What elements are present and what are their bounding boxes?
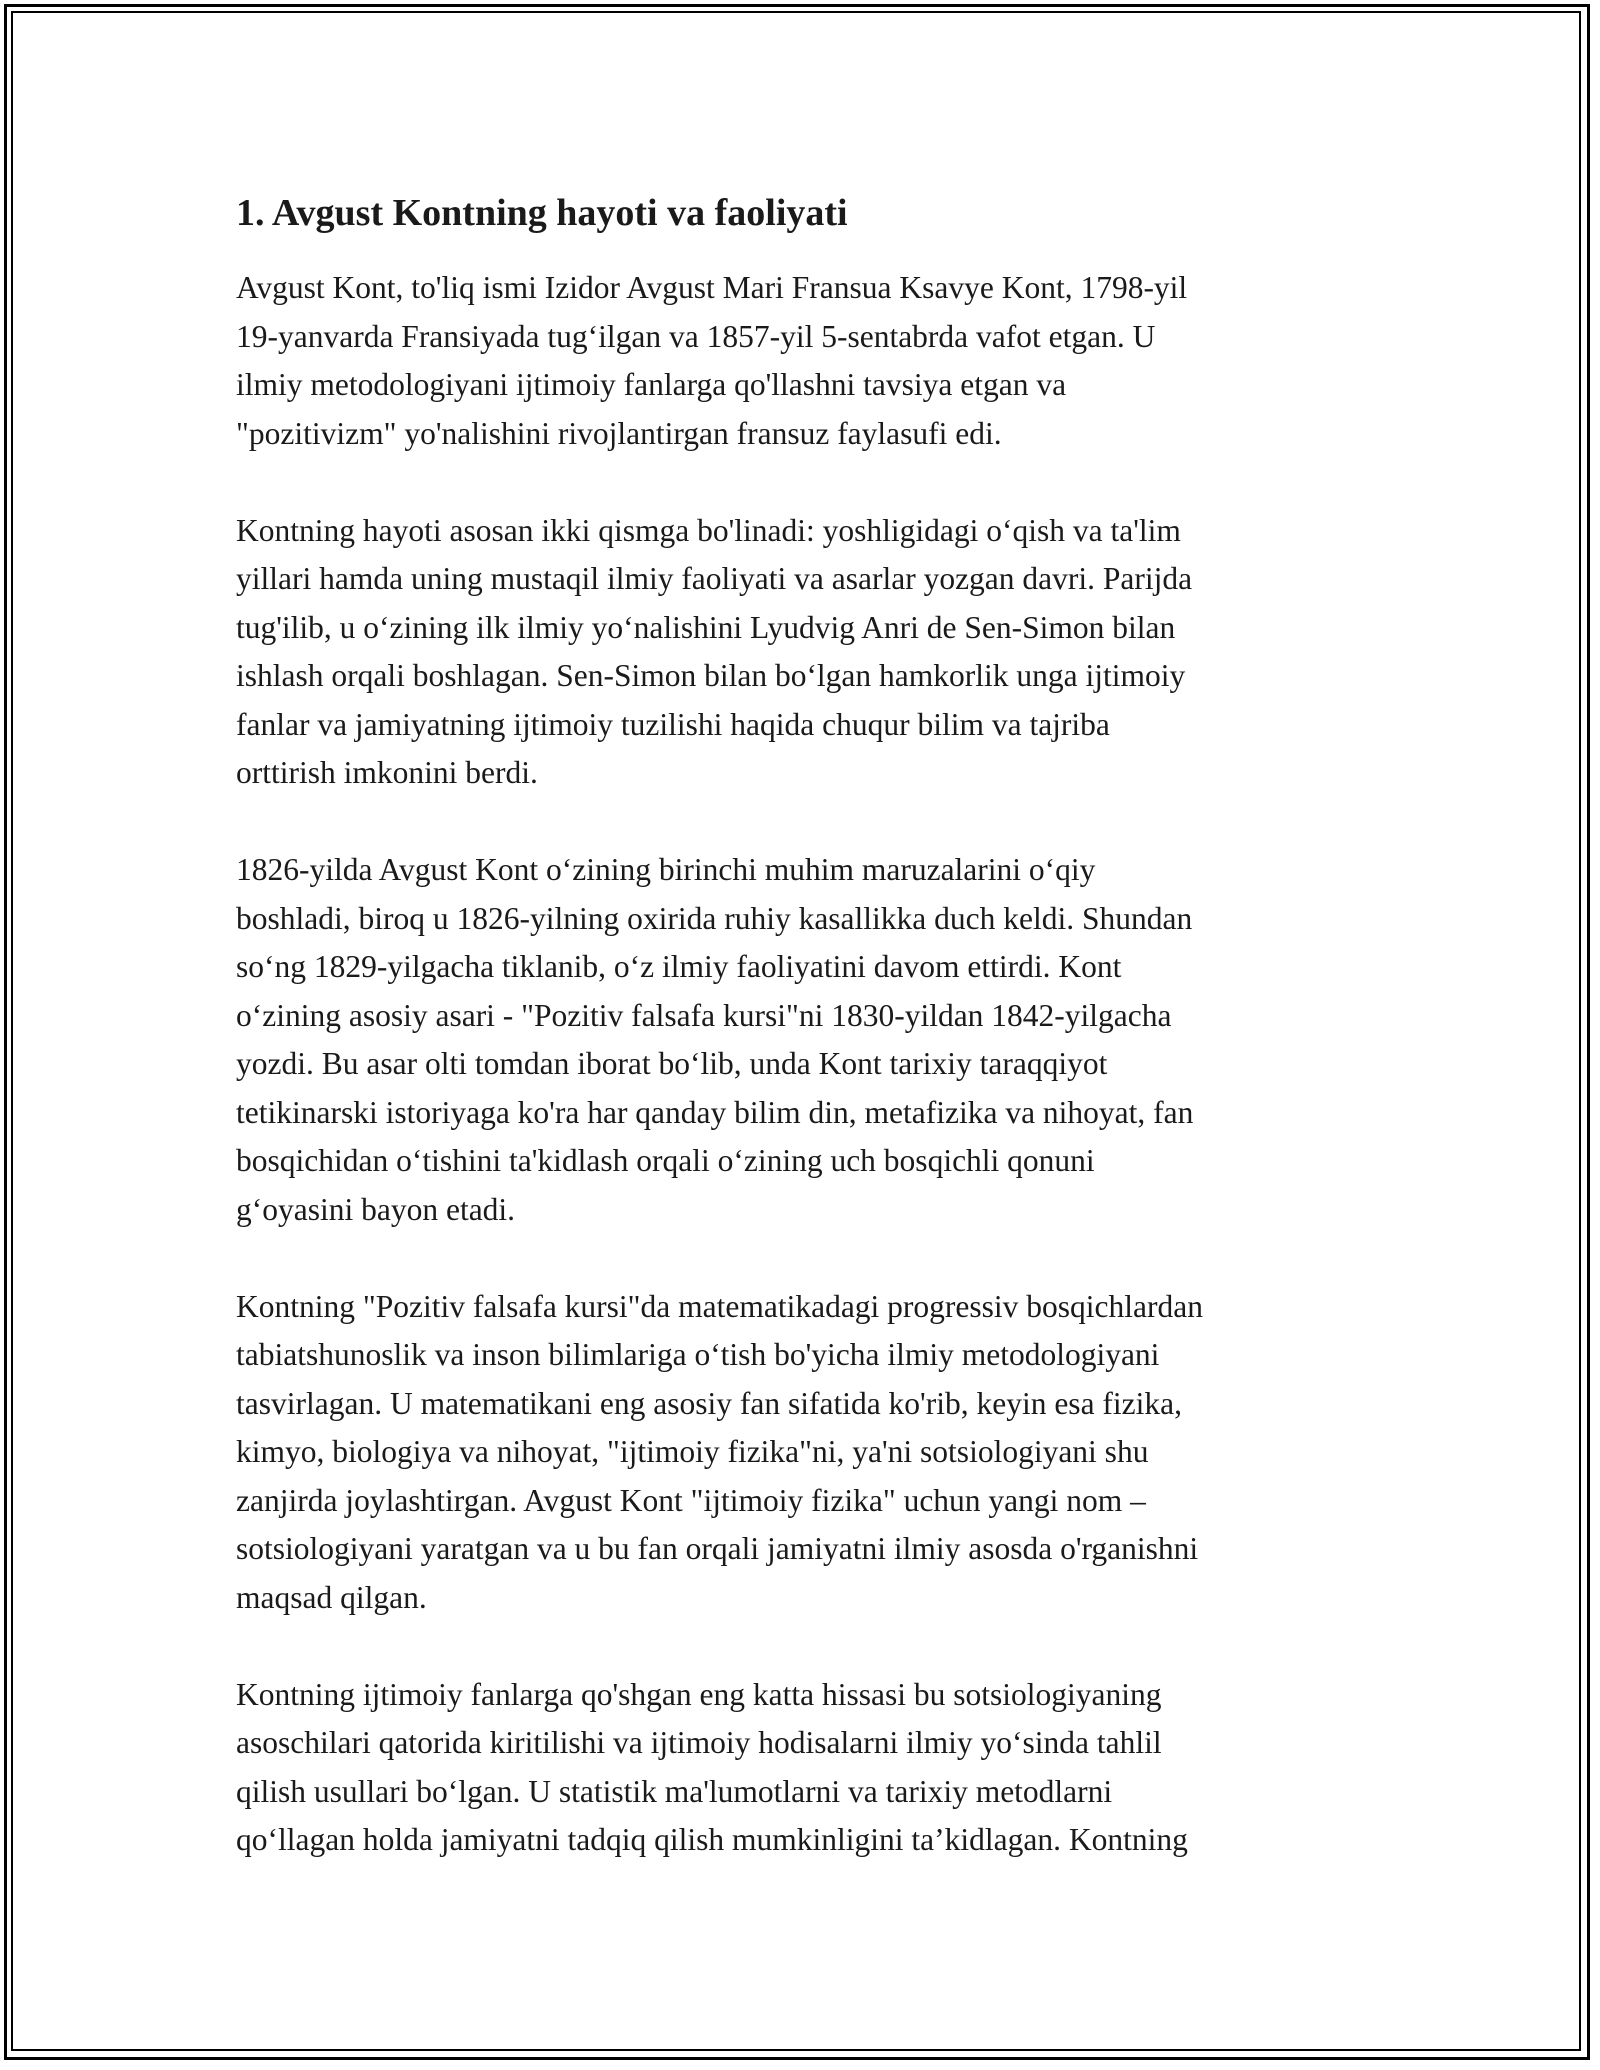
text-line: tug'ilib, u o‘zining ilk ilmiy yo‘nalishini Lyudvig Anri de Sen-Simon bilan: [236, 609, 1176, 645]
paragraph-5: [236, 1671, 1386, 1865]
text-line: bosqichidan o‘tishini ta'kidlash orqali o‘zining uch bosqichli qonuni: [236, 1143, 1095, 1178]
text-line: asoschilari qatorida kiritilishi va ijtimoiy hodisalarni ilmiy yo‘sinda tahlil: [236, 1725, 1162, 1760]
text-line: Kontning ijtimoiy fanlarga qo'shgan eng katta hissasi bu sotsiologiyaning: [236, 1676, 1162, 1712]
text-line: yillari hamda uning mustaqil ilmiy faoliyati va asarlar yozgan davri. Parijda: [236, 561, 1193, 596]
text-line: Kontning "Pozitiv falsafa kursi"da matematikadagi progressiv bosqichlardan: [236, 1288, 1203, 1324]
text-line: "pozitivizm" yo'nalishini rivojlantirgan fransuz faylasufi edi.: [236, 415, 1002, 451]
document-body: [236, 186, 1386, 1913]
text-line: tabiatshunoslik va inson bilimlariga o‘tish bo'yicha ilmiy metodologiyani: [236, 1337, 1160, 1372]
text-line: ishlash orqali boshlagan. Sen-Simon bilan bo‘lgan hamkorlik unga ijtimoiy: [236, 658, 1186, 693]
text-line: yozdi. Bu asar olti tomdan iborat bo‘lib, unda Kont tarixiy taraqqiyot: [236, 1046, 1108, 1081]
paragraph-1: [236, 264, 1386, 458]
text-line: zanjirda joylashtirgan. Avgust Kont "ijtimoiy fizika" uchun yangi nom –: [236, 1482, 1146, 1518]
text-line: qilish usullari bo‘lgan. U statistik ma'lumotlarni va tarixiy metodlarni: [236, 1773, 1113, 1809]
section-title: 1. Avgust Kontning hayoti va faoliyati: [236, 192, 848, 234]
text-line: tasvirlagan. U matematikani eng asosiy fan sifatida ko'rib, keyin esa fizika,: [236, 1385, 1182, 1421]
text-line: maqsad qilgan.: [236, 1579, 427, 1615]
text-line: Kontning hayoti asosan ikki qismga bo'linadi: yoshligidagi o‘qish va ta'lim: [236, 512, 1181, 548]
paragraph-2: [236, 507, 1386, 798]
text-line: ilmiy metodologiyani ijtimoiy fanlarga qo'llashni tavsiya etgan va: [236, 367, 1067, 402]
paragraph-4: [236, 1283, 1386, 1623]
text-line: qo‘llagan holda jamiyatni tadqiq qilish mumkinligini ta’kidlagan. Kontning: [236, 1822, 1188, 1857]
text-line: kimyo, biologiya va nihoyat, "ijtimoiy fizika"ni, ya'ni sotsiologiyani shu: [236, 1434, 1149, 1469]
text-line: boshladi, biroq u 1826-yilning oxirida ruhiy kasallikka duch keldi. Shundan: [236, 900, 1193, 936]
text-line: 1826-yilda Avgust Kont o‘zining birinchi muhim maruzalarini o‘qiy: [236, 852, 1096, 887]
text-line: o‘zining asosiy asari - "Pozitiv falsafa kursi"ni 1830-yildan 1842-yilgacha: [236, 997, 1172, 1033]
text-line: tetikinarski istoriyaga ko'ra har qanday bilim din, metafizika va nihoyat, fan: [236, 1094, 1194, 1130]
text-line: Avgust Kont, to'liq ismi Izidor Avgust Mari Fransua Ksavye Kont, 1798-yil: [236, 270, 1188, 305]
text-line: so‘ng 1829-yilgacha tiklanib, o‘z ilmiy faoliyatini davom ettirdi. Kont: [236, 949, 1122, 984]
text-line: 19-yanvarda Fransiyada tug‘ilgan va 1857-yil 5-sentabrda vafot etgan. U: [236, 318, 1156, 354]
paragraph-3: [236, 846, 1386, 1234]
text-line: g‘oyasini bayon etadi.: [236, 1191, 516, 1227]
text-line: orttirish imkonini berdi.: [236, 755, 538, 790]
text-line: fanlar va jamiyatning ijtimoiy tuzilishi haqida chuqur bilim va tajriba: [236, 706, 1110, 742]
text-line: sotsiologiyani yaratgan va u bu fan orqali jamiyatni ilmiy asosda o'rganishni: [236, 1531, 1199, 1566]
